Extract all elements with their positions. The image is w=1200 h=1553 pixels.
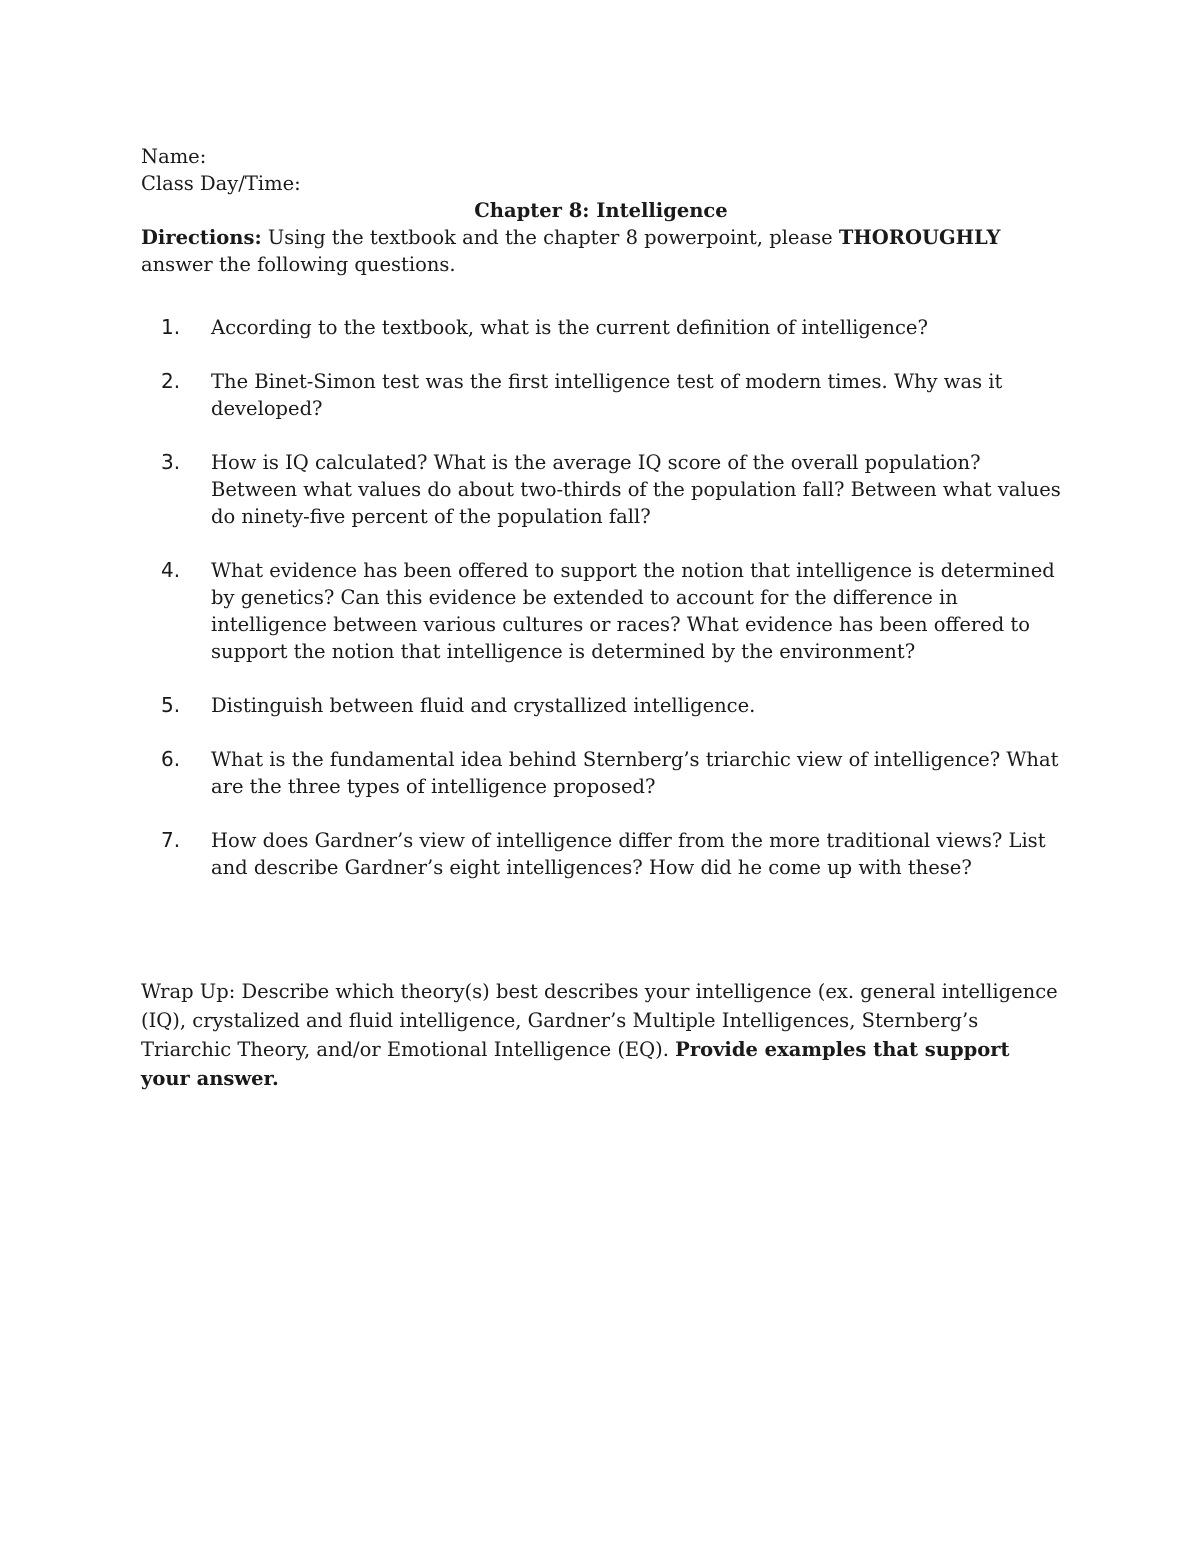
name-label: Name:: [141, 145, 207, 168]
question-item: [141, 449, 1061, 530]
question-text: What is the fundamental idea behind Sternberg’s triarchic view of intelligence? What are the three types of intelligence proposed?: [211, 748, 1059, 798]
question-text: How does Gardner’s view of intelligence differ from the more traditional views? List and describe Gardner’s eight intelligences? How did he come up with these?: [211, 829, 1046, 879]
wrap-up-paragraph: [141, 977, 1061, 1093]
directions-text-after: answer the following questions.: [141, 253, 456, 276]
question-text: Distinguish between fluid and crystallized intelligence.: [211, 694, 756, 717]
directions-text-before: Using the textbook and the chapter 8 powerpoint, please: [261, 226, 839, 249]
question-number: 5.: [161, 693, 181, 717]
question-item: [141, 314, 1061, 341]
question-text: What evidence has been offered to support the notion that intelligence is determined by genetics? Can this evidence be extended to account for the difference in intelligence between various cultures or races? What evidence has been offered to support the notion that intelligence is determined by the environment?: [211, 559, 1055, 663]
question-item: [141, 368, 1061, 422]
question-number: 7.: [161, 828, 181, 852]
question-number: 2.: [161, 369, 181, 393]
question-item: [141, 692, 1061, 719]
question-number: 3.: [161, 450, 181, 474]
question-list: [141, 314, 1061, 881]
directions-paragraph: [141, 224, 1061, 278]
question-item: [141, 557, 1061, 665]
question-number: 4.: [161, 558, 181, 582]
wrap-up-text: Wrap Up: Describe which theory(s) best describes your intelligence (ex. general intelligence (IQ), crystalized and fluid intelligence, Gardner’s Multiple Intelligences, Sternberg’s Triarchic Theory, and/or Emotional Intelligence (EQ).: [141, 980, 1058, 1061]
question-text: The Binet-Simon test was the first intelligence test of modern times. Why was it developed?: [211, 370, 1003, 420]
class-day-time-label: Class Day/Time:: [141, 172, 301, 195]
directions-emphasis: THOROUGHLY: [838, 226, 1001, 249]
worksheet-page: [141, 143, 1061, 1093]
question-text: According to the textbook, what is the current definition of intelligence?: [211, 316, 928, 339]
question-item: [141, 746, 1061, 800]
page-title: Chapter 8: Intelligence: [474, 199, 728, 222]
wrap-up-emphasis: Provide examples that support your answer.: [141, 1038, 1010, 1090]
question-number: 1.: [161, 315, 181, 339]
directions-label: Directions:: [141, 226, 262, 249]
question-item: [141, 827, 1061, 881]
question-text: How is IQ calculated? What is the average IQ score of the overall population? Between what values do about two-thirds of the population fall? Between what values do ninety-five percent of the population fall?: [211, 451, 1061, 528]
question-number: 6.: [161, 747, 181, 771]
